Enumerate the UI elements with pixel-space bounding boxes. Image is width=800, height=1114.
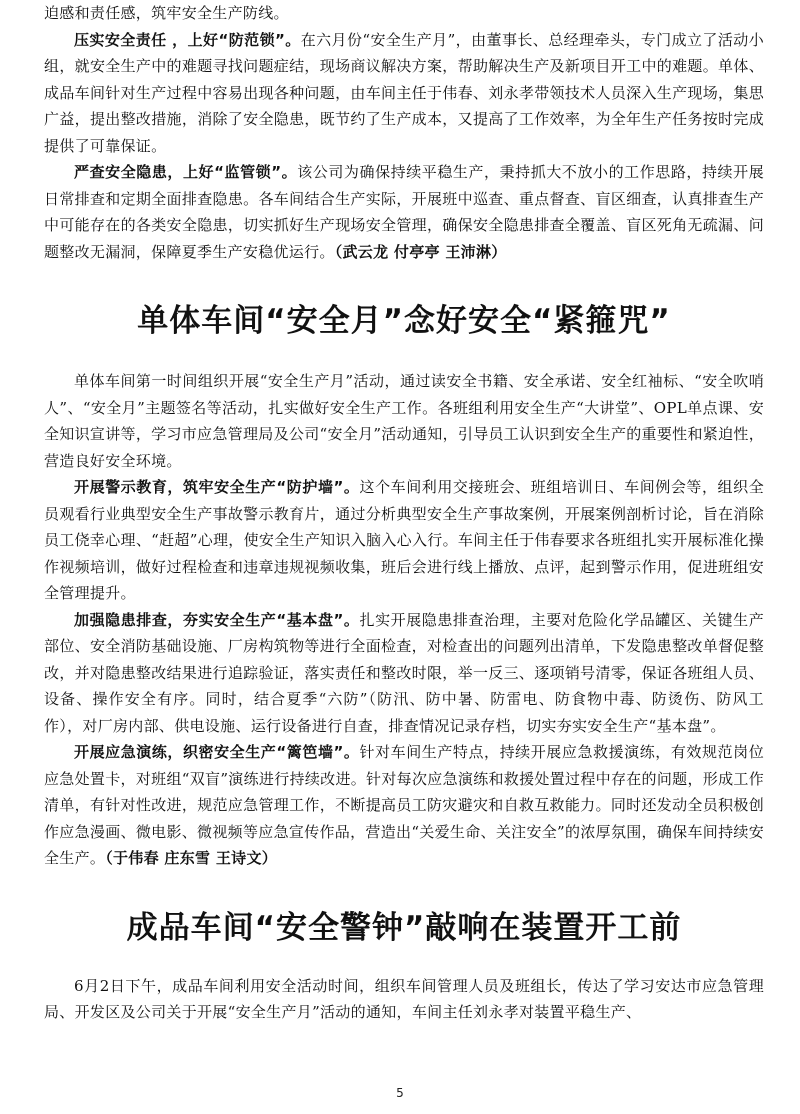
article-2-paragraph-1-lead: 开展警示教育，筑牢安全生产“防护墙”。 [74,478,360,496]
article-2-headline: 单体车间“安全月”念好安全“紧箍咒” [137,303,671,339]
article-2-paragraph-3-body: 针对车间生产特点，持续开展应急救援演练，有效规范岗位应急处置卡，对班组“双盲”演练进行持续改进。针对每次应急演练和救援处置过程中存在的问题，形成工作清单，有针对性改进，规范应急管理工作，不断提高员工防灾避灾和自救互救能力。同时还发动全员积极创作应急漫画、微电影、微视频等应急宣传作品，营造出“关爱生命、关注安全”的浓厚氛围，确保车间持续安全生产。 [44,743,764,867]
article-2-paragraph [44,607,764,740]
article-1-paragraph-1-lead: 压实安全责任 ，上好“防范锁”。 [74,30,301,49]
article-1-paragraph [44,159,764,265]
article-2-paragraph-1-body: 这个车间利用交接班会、班组培训日、车间例会等，组织全员观看行业典型安全生产事故警示教育片，通过分析典型安全生产事故案例，开展案例剖析讨论，旨在消除员工侥幸心理、“赶超”心理，使安全生产知识入脑入心入行。车间主任于伟春要求各班组扎实开展标准化操作视频培训，做好过程检查和违章违规视频收集，班后会进行线上播放、点评，起到警示作用，促进班组安全管理提升。 [44,478,764,602]
article-3-intro: 6月2日下午，成品车间利用安全活动时间，组织车间管理人员及班组长，传达了学习安达市应急管理局、开发区及公司关于开展“安全生产月”活动的通知，车间主任刘永孝对装置平稳生产、 [44,976,764,1021]
article-2-paragraph-2-lead: 加强隐患排查，夯实安全生产“基本盘”。 [74,610,360,629]
article-2-intro: 单体车间第一时间组织开展“安全生产月”活动，通过读安全书籍、安全承诺、安全红袖标、“安全吹哨人”、“安全月”主题签名等活动，扎实做好安全生产工作。各班组利用安全生产“大讲堂”、OPL单点课、安全知识宣讲等，学习市应急管理局及公司“安全月”活动通知，引导员工认识到安全生产的重要性和紧迫性，营造良好安全环境。 [44,372,764,470]
article-1-paragraph-1-body: 在六月份“安全生产月”，由董事长、总经理牵头，专门成立了活动小组，就安全生产中的难题寻找问题症结，现场商议解决方案，帮助解决生产及新项目开工中的难题。单体、成品车间针对生产过程中容易出现各种问题，由车间主任于伟春、刘永孝带领技术人员深入生产现场，集思广益，提出整改措施，消除了安全隐患，既节约了生产成本，又提高了工作效率，为全年生产任务按时完成提供了可靠保证。 [44,30,765,155]
article-3-headline: 成品车间“安全警钟”敲响在装置开工前 [126,909,682,946]
article-2-paragraph-2-body: 扎实开展隐患排查治理，主要对危险化学品罐区、关键生产部位、安全消防基础设施、厂房构筑物等进行全面检查，对检查出的问题列出清单，下发隐患整改单督促整改，并对隐患整改结果进行追踪验证，落实责任和整改时限，举一反三、逐项销号清零，保证各班组人员、设备、操作安全有序。同时，结合夏季“六防”（防汛、防中暑、防雷电、防食物中毒、防烫伤、防风工作），对厂房内部、供电设施、运行设备进行自查，排查情况记录存档，切实夯实安全生产“基本盘”。 [44,610,764,735]
article-2-paragraph [44,739,764,872]
article-1 [44,0,764,265]
article-1-byline: （武云龙 付亭亭 王沛淋） [334,242,507,261]
article-1-continuation: 迫感和责任感，筑牢安全生产防线。 [44,4,289,22]
page-number: 5 [396,1086,404,1100]
article-3 [44,902,764,1026]
article-2-paragraph-3-lead: 开展应急演练，织密安全生产“篱笆墙”。 [74,743,360,761]
article-1-paragraph-2-lead: 严查安全隐患，上好“监管锁”。 [74,163,298,181]
article-2 [44,295,764,872]
article-1-paragraph [44,27,764,160]
article-2-paragraph [44,474,764,607]
article-2-byline: （于伟春 庄东雪 王诗文） [105,849,278,867]
article-1-paragraph-2-body: 该公司为确保持续平稳生产，秉持抓大不放小的工作思路，持续开展日常排查和定期全面排查隐患。各车间结合生产实际，开展班中巡查、重点督查、盲区细查，认真排查生产中可能存在的各类安全隐患，切实抓好生产现场安全管理，确保安全隐患排查全覆盖、盲区死角无疏漏、问题整改无漏洞，保障夏季生产安稳优运行。 [44,163,764,261]
